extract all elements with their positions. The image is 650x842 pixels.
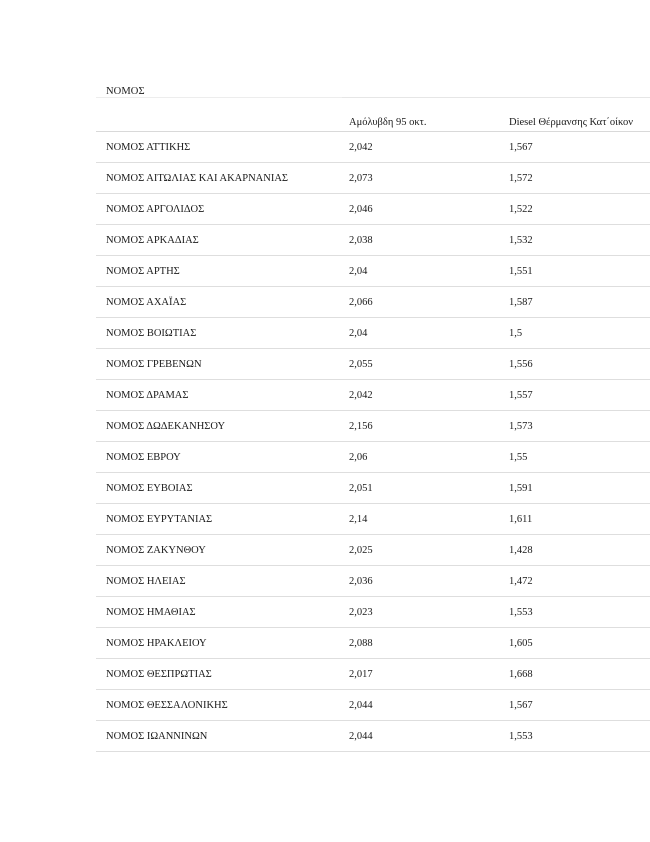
region-name-cell: ΝΟΜΟΣ ΘΕΣΣΑΛΟΝΙΚΗΣ bbox=[96, 690, 342, 721]
unleaded-95-price-cell: 2,036 bbox=[342, 566, 500, 597]
diesel-heating-price-cell: 1,553 bbox=[500, 597, 650, 628]
unleaded-95-price-cell: 2,038 bbox=[342, 225, 500, 256]
table-row bbox=[96, 163, 650, 194]
header-region bbox=[96, 98, 342, 132]
diesel-heating-price-cell: 1,522 bbox=[500, 194, 650, 225]
table-header-row bbox=[96, 98, 650, 132]
unleaded-95-price-cell: 2,066 bbox=[342, 287, 500, 318]
unleaded-95-price-cell: 2,042 bbox=[342, 132, 500, 163]
diesel-heating-price-cell: 1,551 bbox=[500, 256, 650, 287]
diesel-heating-price-cell: 1,55 bbox=[500, 442, 650, 473]
diesel-heating-price-cell: 1,553 bbox=[500, 721, 650, 752]
table-body bbox=[96, 132, 650, 752]
unleaded-95-price-cell: 2,04 bbox=[342, 256, 500, 287]
header-unleaded-95: Αμόλυβδη 95 οκτ. bbox=[342, 98, 500, 132]
region-name-cell: ΝΟΜΟΣ ΘΕΣΠΡΩΤΙΑΣ bbox=[96, 659, 342, 690]
table-row bbox=[96, 411, 650, 442]
unleaded-95-price-cell: 2,023 bbox=[342, 597, 500, 628]
region-name-cell: ΝΟΜΟΣ ΔΩΔΕΚΑΝΗΣΟΥ bbox=[96, 411, 342, 442]
table-row bbox=[96, 535, 650, 566]
fuel-price-table bbox=[96, 97, 650, 752]
unleaded-95-price-cell: 2,06 bbox=[342, 442, 500, 473]
unleaded-95-price-cell: 2,025 bbox=[342, 535, 500, 566]
table-row bbox=[96, 380, 650, 411]
diesel-heating-price-cell: 1,472 bbox=[500, 566, 650, 597]
region-name-cell: ΝΟΜΟΣ ΑΡΚΑΔΙΑΣ bbox=[96, 225, 342, 256]
diesel-heating-price-cell: 1,428 bbox=[500, 535, 650, 566]
region-name-cell: ΝΟΜΟΣ ΕΒΡΟΥ bbox=[96, 442, 342, 473]
diesel-heating-price-cell: 1,573 bbox=[500, 411, 650, 442]
table-row bbox=[96, 132, 650, 163]
table-row bbox=[96, 225, 650, 256]
region-name-cell: ΝΟΜΟΣ ΗΛΕΙΑΣ bbox=[96, 566, 342, 597]
table-row bbox=[96, 473, 650, 504]
region-name-cell: ΝΟΜΟΣ ΑΧΑΪΑΣ bbox=[96, 287, 342, 318]
region-name-cell: ΝΟΜΟΣ ΕΥΡΥΤΑΝΙΑΣ bbox=[96, 504, 342, 535]
unleaded-95-price-cell: 2,14 bbox=[342, 504, 500, 535]
table-row bbox=[96, 318, 650, 349]
region-name-cell: ΝΟΜΟΣ ΑΤΤΙΚΗΣ bbox=[96, 132, 342, 163]
unleaded-95-price-cell: 2,073 bbox=[342, 163, 500, 194]
diesel-heating-price-cell: 1,605 bbox=[500, 628, 650, 659]
diesel-heating-price-cell: 1,5 bbox=[500, 318, 650, 349]
diesel-heating-price-cell: 1,591 bbox=[500, 473, 650, 504]
table-row bbox=[96, 597, 650, 628]
unleaded-95-price-cell: 2,044 bbox=[342, 690, 500, 721]
table-row bbox=[96, 349, 650, 380]
region-name-cell: ΝΟΜΟΣ ΙΩΑΝΝΙΝΩΝ bbox=[96, 721, 342, 752]
diesel-heating-price-cell: 1,668 bbox=[500, 659, 650, 690]
header-diesel-heating: Diesel Θέρμανσης Κατ΄οίκον bbox=[500, 98, 650, 132]
table-row bbox=[96, 442, 650, 473]
unleaded-95-price-cell: 2,017 bbox=[342, 659, 500, 690]
diesel-heating-price-cell: 1,557 bbox=[500, 380, 650, 411]
table-row bbox=[96, 287, 650, 318]
table-row bbox=[96, 504, 650, 535]
table-row bbox=[96, 721, 650, 752]
region-name-cell: ΝΟΜΟΣ ΔΡΑΜΑΣ bbox=[96, 380, 342, 411]
unleaded-95-price-cell: 2,051 bbox=[342, 473, 500, 504]
diesel-heating-price-cell: 1,567 bbox=[500, 132, 650, 163]
corner-label: ΝΟΜΟΣ bbox=[106, 86, 145, 97]
diesel-heating-price-cell: 1,556 bbox=[500, 349, 650, 380]
diesel-heating-price-cell: 1,587 bbox=[500, 287, 650, 318]
region-name-cell: ΝΟΜΟΣ ΗΜΑΘΙΑΣ bbox=[96, 597, 342, 628]
table-row bbox=[96, 690, 650, 721]
region-name-cell: ΝΟΜΟΣ ΑΡΤΗΣ bbox=[96, 256, 342, 287]
diesel-heating-price-cell: 1,572 bbox=[500, 163, 650, 194]
table-row bbox=[96, 566, 650, 597]
unleaded-95-price-cell: 2,088 bbox=[342, 628, 500, 659]
unleaded-95-price-cell: 2,044 bbox=[342, 721, 500, 752]
region-name-cell: ΝΟΜΟΣ ΖΑΚΥΝΘΟΥ bbox=[96, 535, 342, 566]
unleaded-95-price-cell: 2,04 bbox=[342, 318, 500, 349]
table-row bbox=[96, 194, 650, 225]
unleaded-95-price-cell: 2,156 bbox=[342, 411, 500, 442]
diesel-heating-price-cell: 1,532 bbox=[500, 225, 650, 256]
region-name-cell: ΝΟΜΟΣ ΑΡΓΟΛΙΔΟΣ bbox=[96, 194, 342, 225]
unleaded-95-price-cell: 2,055 bbox=[342, 349, 500, 380]
unleaded-95-price-cell: 2,046 bbox=[342, 194, 500, 225]
region-name-cell: ΝΟΜΟΣ ΑΙΤΩΛΙΑΣ ΚΑΙ ΑΚΑΡΝΑΝΙΑΣ bbox=[96, 163, 342, 194]
diesel-heating-price-cell: 1,567 bbox=[500, 690, 650, 721]
region-name-cell: ΝΟΜΟΣ ΓΡΕΒΕΝΩΝ bbox=[96, 349, 342, 380]
diesel-heating-price-cell: 1,611 bbox=[500, 504, 650, 535]
region-name-cell: ΝΟΜΟΣ ΕΥΒΟΙΑΣ bbox=[96, 473, 342, 504]
table-row bbox=[96, 628, 650, 659]
region-name-cell: ΝΟΜΟΣ ΗΡΑΚΛΕΙΟΥ bbox=[96, 628, 342, 659]
table-row bbox=[96, 256, 650, 287]
region-name-cell: ΝΟΜΟΣ ΒΟΙΩΤΙΑΣ bbox=[96, 318, 342, 349]
table-row bbox=[96, 659, 650, 690]
unleaded-95-price-cell: 2,042 bbox=[342, 380, 500, 411]
